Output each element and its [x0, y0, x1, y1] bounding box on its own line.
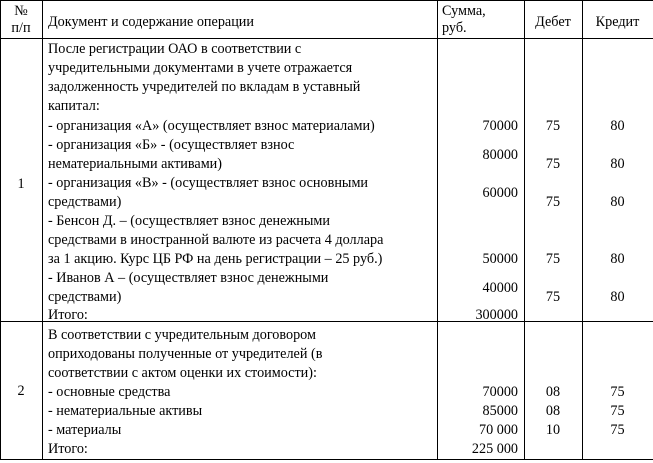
- row1-intro-line: После регистрации ОАО в соответствии с: [48, 41, 302, 57]
- header-credit-label: Кредит: [595, 14, 640, 30]
- row1-item-b-debit: 75: [545, 156, 561, 172]
- row1-item-d-debit: 75: [545, 251, 561, 267]
- row1-item-c-debit: 75: [545, 194, 561, 210]
- row1-item-c-credit: 80: [610, 194, 625, 210]
- row1-item-e-credit: 80: [610, 289, 625, 305]
- row1-item-c-amount: 60000: [482, 185, 518, 201]
- row1-number: 1: [17, 176, 25, 192]
- row2-item-fixed-assets-credit: 75: [610, 384, 625, 400]
- row1-item-c-text: средствами): [48, 194, 122, 210]
- row1-item-a-text: - организация «А» (осуществляет взнос материалами): [48, 118, 375, 134]
- row2-item-intangibles-amount: 85000: [482, 403, 518, 419]
- row1-total-amount: 300000: [475, 307, 518, 323]
- row1-credit-cell: [583, 39, 653, 322]
- row2-total-label: Итого:: [48, 441, 88, 457]
- row1-item-e-text: - Иванов А – (осуществляет взнос денежными: [48, 270, 329, 286]
- row1-item-b-text: нематериальными активами): [48, 156, 222, 172]
- row1-item-d-amount: 50000: [482, 251, 518, 267]
- row1-item-e-debit: 75: [545, 289, 561, 305]
- row2-item-intangibles-text: - нематериальные активы: [48, 403, 203, 419]
- row2-item-intangibles-credit: 75: [610, 403, 625, 419]
- row1-item-b-amount: 80000: [482, 147, 518, 163]
- row1-debit-cell: [525, 39, 583, 322]
- row1-intro-line: капитал:: [48, 98, 100, 114]
- row2-item-materials-text: - материалы: [48, 422, 122, 438]
- row1-item-e-text: средствами): [48, 289, 122, 305]
- header-sum-label: Сумма,: [442, 3, 486, 19]
- row1-intro-line: задолженность учредителей по вкладам в уставный: [48, 79, 361, 95]
- row1-item-a-amount: 70000: [482, 118, 518, 134]
- row2-item-fixed-assets-text: - основные средства: [48, 384, 171, 400]
- header-num-label-2: п/п: [11, 20, 31, 36]
- row1-item-d-text: средствами в иностранной валюте из расчета 4 доллара: [48, 232, 384, 248]
- row1-total-label: Итого:: [48, 307, 88, 323]
- row2-intro-line: оприходованы полученные от учредителей (в: [48, 346, 323, 362]
- header-debit-label: Дебет: [535, 14, 571, 30]
- row1-item-d-text: за 1 акцию. Курс ЦБ РФ на день регистрации – 25 руб.): [48, 251, 383, 267]
- row2-item-materials-amount: 70 000: [478, 422, 518, 438]
- row2-item-fixed-assets-amount: 70000: [482, 384, 518, 400]
- row1-item-d-text: - Бенсон Д. – (осуществляет взнос денежными: [48, 213, 330, 229]
- row2-number: 2: [17, 383, 25, 399]
- row1-item-c-text: - организация «В» - (осуществляет взнос основными: [48, 175, 369, 191]
- row2-item-intangibles-debit: 08: [545, 403, 561, 419]
- header-sum-label-2: руб.: [442, 20, 467, 36]
- row1-item-b-text: - организация «Б» - (осуществляет взнос: [48, 137, 295, 153]
- row2-total-amount: 225 000: [471, 441, 518, 457]
- row2-item-materials-debit: 10: [545, 422, 561, 438]
- row2-intro-line: В соответствии с учредительным договором: [48, 327, 316, 343]
- row2-item-fixed-assets-debit: 08: [545, 384, 561, 400]
- row1-item-a-debit: 75: [545, 118, 561, 134]
- row1-item-d-credit: 80: [610, 251, 625, 267]
- row1-item-b-credit: 80: [610, 156, 625, 172]
- row1-item-a-credit: 80: [610, 118, 625, 134]
- row2-item-materials-credit: 75: [610, 422, 625, 438]
- header-doc-label: Документ и содержание операции: [48, 14, 254, 30]
- row1-item-e-amount: 40000: [482, 280, 518, 296]
- header-num-label: №: [14, 3, 28, 19]
- row2-intro-line: соответствии с актом оценки их стоимости):: [48, 365, 317, 381]
- row1-intro-line: учредительными документами в учете отражается: [48, 60, 353, 76]
